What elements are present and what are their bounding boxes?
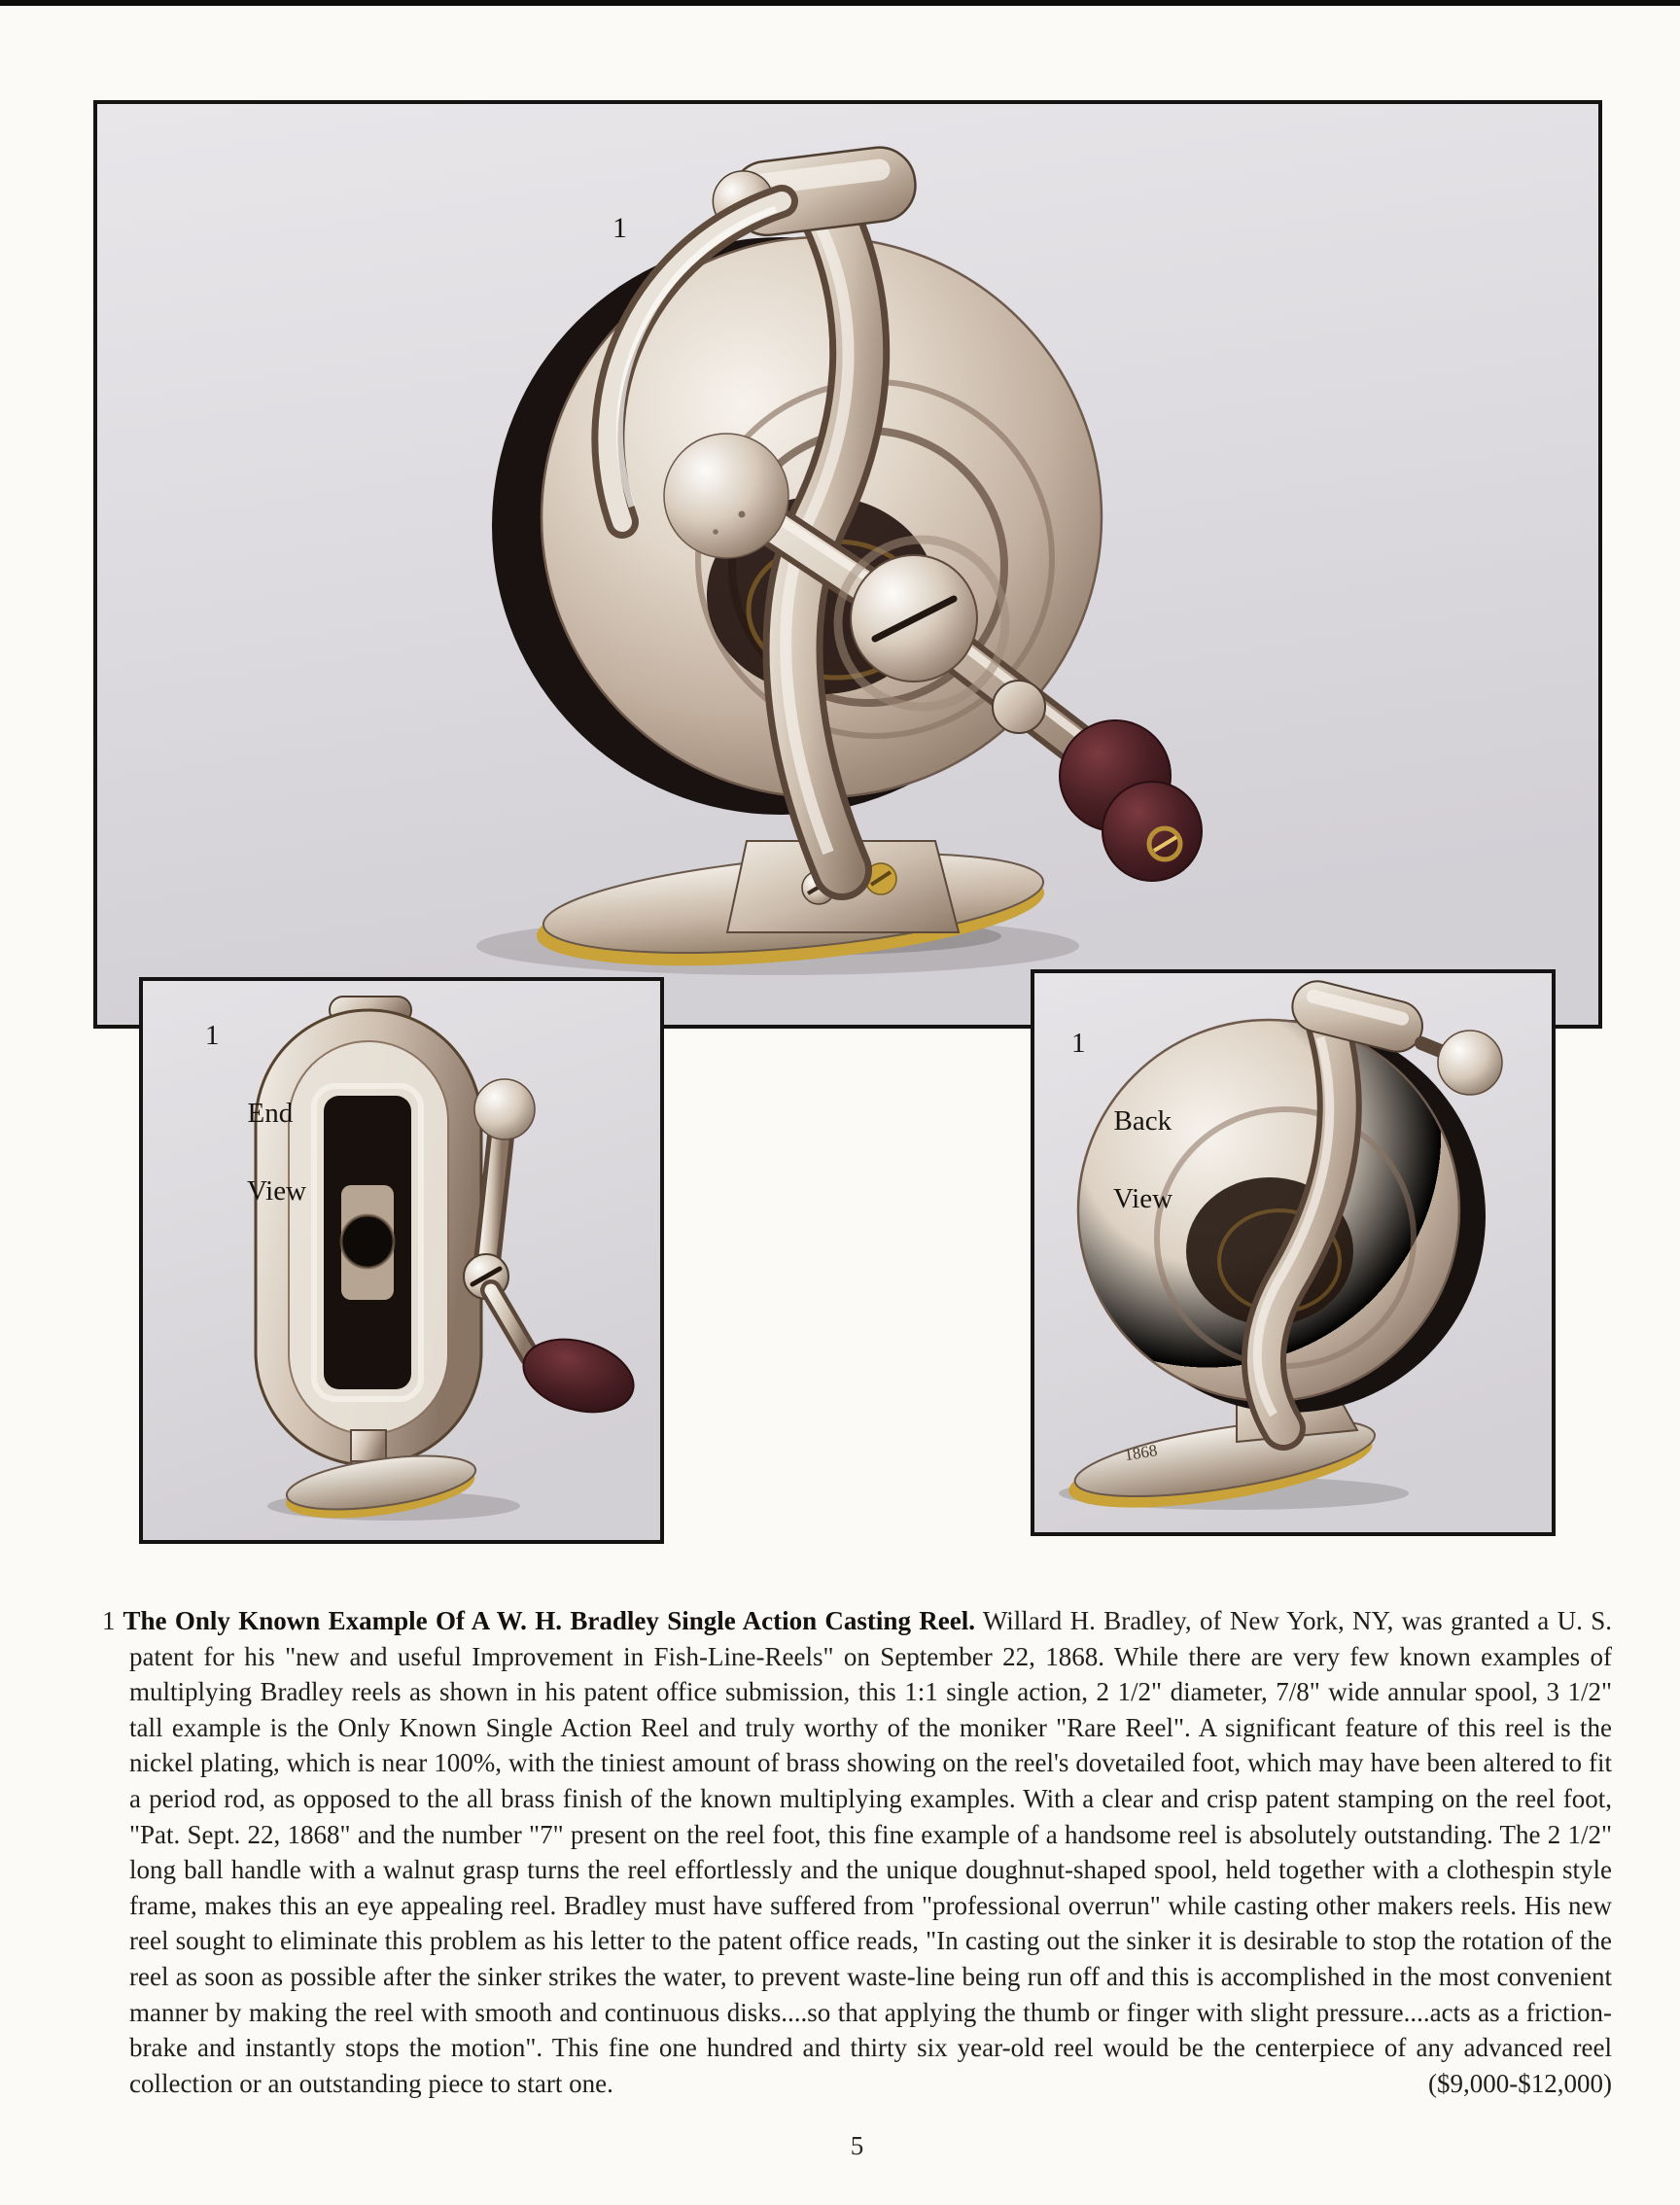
- foot-patent-stamp: 1868: [1123, 1441, 1159, 1465]
- main-reel-illustration: [97, 104, 1598, 1025]
- lot-description: [102, 1603, 1612, 2101]
- scan-edge: [0, 0, 1680, 6]
- lot-number: 1: [102, 1606, 116, 1635]
- price-estimate: ($9,000-$12,000): [1428, 2068, 1612, 2098]
- end-view-label-line2: View: [246, 1175, 307, 1207]
- end-view-figure-number: 1: [205, 1020, 220, 1051]
- end-view-label: [205, 1016, 306, 1249]
- back-view-label: [1071, 1024, 1172, 1257]
- main-photo-figure-number: 1: [612, 212, 627, 244]
- end-view-photo: [139, 977, 664, 1544]
- back-view-figure-number: 1: [1071, 1028, 1086, 1059]
- end-view-label-line1: End: [247, 1098, 294, 1129]
- lot-heading: The Only Known Example Of A W. H. Bradley Single Action Casting Reel.: [122, 1606, 976, 1635]
- page-number: 5: [850, 2131, 864, 2160]
- lot-description-paragraph: [102, 1603, 1612, 2101]
- back-view-photo: [1031, 969, 1556, 1536]
- back-view-label-line2: View: [1112, 1183, 1173, 1214]
- back-view-label-line1: Back: [1113, 1105, 1172, 1137]
- main-photo: [93, 100, 1602, 1029]
- lot-body-text: Willard H. Bradley, of New York, NY, was granted a U. S. patent for his "new and useful Improvement in Fish-Line-Reels" on September 22, 1868. While there are very few known examples of multiplying Bradley reels as shown in his patent office submission, this 1:1 single action, 2 1/2" diameter, 7/8" wide annular spool, 3 1/2" tall example is the Only Known Single Action Reel and truly worthy of the moniker "Rare Reel". A significant feature of this reel is the nickel plating, which is near 100%, with the tiniest amount of brass showing on the reel's dovetailed foot, which may have been altered to fit a period rod, as opposed to the all brass finish of the known multiplying examples. With a clear and crisp patent stamping on the reel foot, "Pat. Sept. 22, 1868" and the number "7" present on the reel foot, this fine example of a handsome reel is absolutely outstanding. The 2 1/2" long ball handle with a walnut grasp turns the reel effortlessly and the unique doughnut-shaped spool, held together with a clothespin style frame, makes this an eye appealing reel. Bradley must have suffered from "professional overrun" while casting other makers reels. His new reel sought to eliminate this problem as his letter to the patent office reads, "In casting out the sinker it is desirable to stop the rotation of the reel as soon as possible after the sinker strikes the water, to prevent waste-line being run off and this is accomplished in the most convenient manner by making the reel with smooth and continuous disks....so that applying the thumb or finger with slight pressure....acts as a friction-brake and instantly stops the motion". This fine one hundred and thirty six year-old reel would be the centerpiece of any advanced reel collection or an outstanding piece to start one.: [129, 1606, 1612, 2098]
